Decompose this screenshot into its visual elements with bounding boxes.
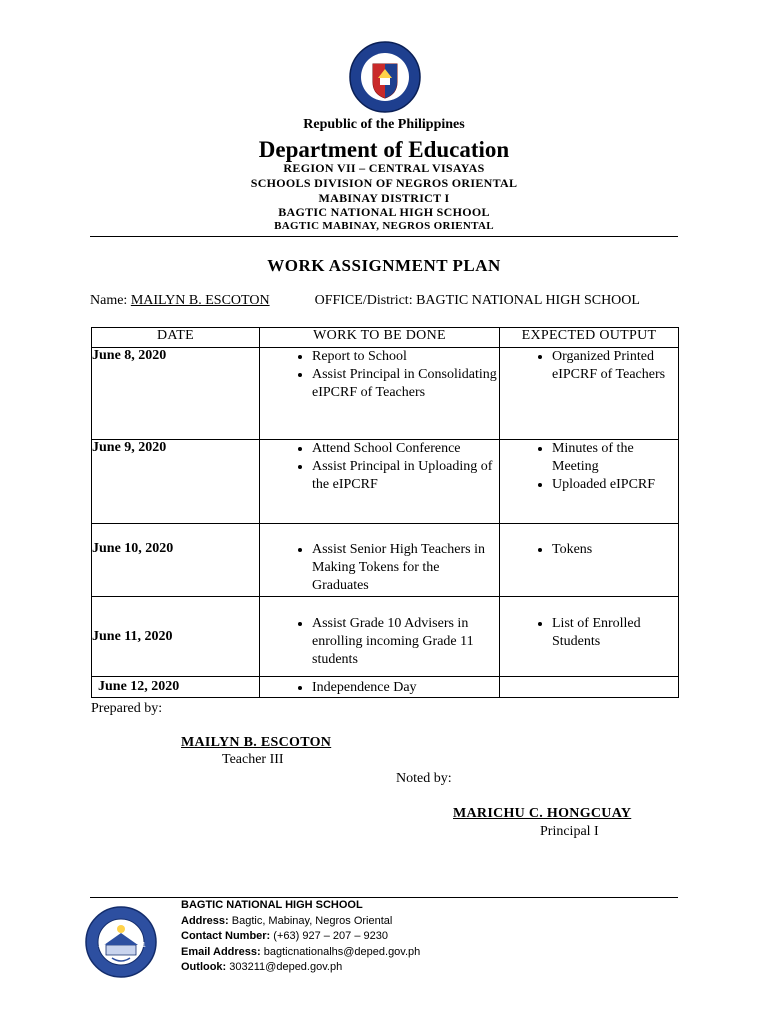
document-title: WORK ASSIGNMENT PLAN: [267, 256, 501, 275]
output-item: • Organized Printed eIPCRF of Teachers: [552, 348, 678, 384]
work-item: • Assist Senior High Teachers in Making Tokens for the Graduates: [312, 541, 499, 595]
row-date: June 8, 2020: [92, 348, 260, 440]
output-item: • Minutes of the Meeting: [552, 440, 678, 476]
row-work: [260, 597, 500, 677]
work-item: • Attend School Conference: [312, 440, 499, 458]
school-line: BAGTIC NATIONAL HIGH SCHOOL: [278, 205, 490, 219]
name-office-row: [90, 293, 640, 309]
footer-contact-label: Contact Number:: [181, 930, 271, 942]
table-header-row: [92, 328, 679, 348]
table-row: [92, 440, 679, 524]
row-date: June 9, 2020: [92, 440, 260, 524]
logo-year-right: 91: [138, 942, 146, 949]
footer-email-label: Email Address:: [181, 945, 261, 958]
department-title: Department of Education: [258, 137, 510, 162]
row-date: June 11, 2020: [92, 597, 260, 677]
work-item: • Independence Day: [312, 679, 499, 697]
output-item: • List of Enrolled Students: [552, 615, 678, 651]
table-row: [92, 524, 679, 597]
output-item: • Uploaded eIPCRF: [552, 476, 678, 494]
name-label: Name:: [90, 293, 128, 308]
school-logo: [84, 905, 158, 979]
footer-email: bagticnationalhs@deped.gov.ph: [263, 945, 421, 958]
header-divider: [90, 236, 678, 237]
deped-seal-logo: [348, 40, 422, 114]
division-line: SCHOOLS DIVISION OF NEGROS ORIENTAL: [250, 176, 518, 190]
row-work: [260, 524, 500, 597]
noter-position: Principal I: [540, 824, 599, 839]
republic-line: Republic of the Philippines: [303, 117, 465, 132]
office-value: BAGTIC NATIONAL HIGH SCHOOL: [416, 293, 640, 308]
row-work: [260, 440, 500, 524]
name-value: MAILYN B. ESCOTON: [130, 293, 270, 308]
noter-name: MARICHU C. HONGCUAY: [453, 806, 632, 821]
footer-address-label: Address:: [181, 914, 229, 927]
footer-address: Bagtic, Mabinay, Negros Oriental: [231, 914, 393, 927]
row-work: [260, 348, 500, 440]
footer-school: BAGTIC NATIONAL HIGH SCHOOL: [181, 899, 363, 911]
work-item: • Assist Principal in Consolidating eIPCRF of Teachers: [312, 366, 499, 402]
work-plan-table: [91, 327, 679, 698]
prepared-by-label: Prepared by:: [91, 701, 163, 716]
row-output: [500, 597, 679, 677]
row-date: June 12, 2020: [92, 677, 260, 698]
table-row: [92, 597, 679, 677]
row-output: [500, 348, 679, 440]
row-output: [500, 524, 679, 597]
row-output: [500, 440, 679, 524]
preparer-name: MAILYN B. ESCOTON: [181, 735, 332, 750]
region-line: REGION VII – CENTRAL VISAYAS: [283, 161, 485, 175]
row-date: June 10, 2020: [92, 524, 260, 597]
row-work: [260, 677, 500, 698]
header-output: EXPECTED OUTPUT: [500, 328, 679, 348]
work-item: • Assist Principal in Uploading of the eIPCRF: [312, 458, 499, 494]
table-row: [92, 348, 679, 440]
header-work: WORK TO BE DONE: [260, 328, 500, 348]
work-item: • Assist Grade 10 Advisers in enrolling incoming Grade 11 students: [312, 615, 499, 669]
header-date: DATE: [92, 328, 260, 348]
logo-year-left: 19: [98, 942, 106, 949]
noted-by-label: Noted by:: [396, 771, 452, 786]
footer-contact-block: [181, 898, 420, 976]
footer-contact: (+63) 927 – 207 – 9230: [273, 930, 388, 942]
table-row: [92, 677, 679, 698]
office-label: OFFICE/District:: [314, 293, 413, 308]
output-item: • Tokens: [552, 541, 678, 559]
preparer-position: Teacher III: [222, 752, 284, 767]
footer-outlook: 303211@deped.gov.ph: [229, 961, 343, 973]
school-address-line: BAGTIC MABINAY, NEGROS ORIENTAL: [274, 220, 494, 232]
district-line: MABINAY DISTRICT I: [318, 191, 450, 205]
footer-outlook-label: Outlook:: [181, 961, 227, 973]
row-output: [500, 677, 679, 698]
work-item: • Report to School: [312, 348, 499, 366]
